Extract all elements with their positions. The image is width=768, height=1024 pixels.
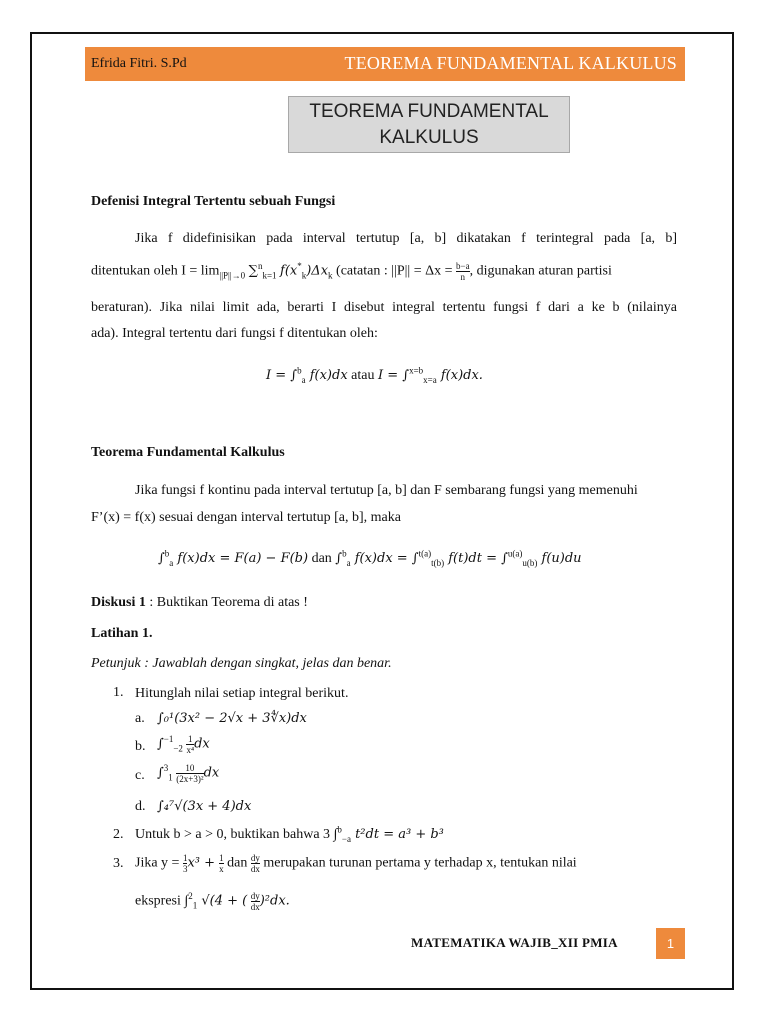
b-rest: dx [194,736,210,752]
item-c-expr [157,763,219,784]
tf-sub2: a [346,557,351,568]
formula-b-sup: x=b [409,365,424,376]
item-3-a: Jika y = [135,855,183,871]
fraction-den: n [460,272,466,282]
section-heading-theorem: Teorema Fundamental Kalkulus [91,445,285,460]
tf-int2: ∫ [335,551,343,566]
sum-sub: k=1 [262,270,277,281]
item-3-frac3-den: dx [250,864,260,874]
item-3-frac2-num: 1 [219,853,224,863]
formula-b: I = ∫ [377,368,410,383]
delta-term: )Δx [306,263,329,279]
c-frac-num: 10 [176,763,203,774]
item-2-text [135,826,444,844]
item-1-number: 1. [113,685,124,700]
b-fraction [186,734,194,755]
formula-a-rest: f(x)dx [305,368,348,383]
item-3-line-1 [135,853,577,874]
page-header [85,47,685,81]
item-3-l2-frac-den: dx [250,902,260,912]
item-3-frac-3 [251,853,260,874]
tf-dan: dan [308,551,336,566]
b-sub: −2 [173,743,183,754]
formula-atau: atau [347,368,378,383]
item-3-line-2 [135,891,290,912]
item-b-label: b. [135,739,146,754]
item-3-l2-frac [251,891,260,912]
tf-sub1: a [169,557,174,568]
fx-sup: * [297,261,302,272]
definition-line-2 [91,261,681,282]
fraction-num: b−a [456,261,470,271]
sum-sup: n [257,261,263,272]
tf-sup4: u(a) [507,548,523,559]
item-c-label: c. [135,768,145,783]
tf-sub4: u(b) [522,557,538,568]
formula-a-sup: b [297,365,302,376]
item-b-expr [157,734,210,755]
item-2-sub: −a [341,833,351,844]
diskusi-line [91,594,308,612]
latihan-instruction: Petunjuk : Jawablah dengan singkat, jelas dan benar. [91,656,392,671]
catatan-text: (catatan : ||P|| = Δx = [336,263,457,279]
tf-sup3: t(a) [418,548,432,559]
item-3-frac1-den: 3 [182,864,188,874]
b-frac-num: 1 [188,734,193,744]
formula-b-rest: f(x)dx. [436,368,483,383]
section-heading-definition: Defenisi Integral Tertentu sebuah Fungsi [91,194,336,209]
item-3-l2-sup: 2 [188,891,193,902]
partition-fraction [456,261,470,282]
c-rest: dx [203,765,220,781]
item-1-text: Hitunglah nilai setiap integral berikut. [135,686,349,701]
tf-sup1: b [164,548,170,559]
page-number: 1 [656,928,685,959]
definition-line-1: Jika f didefinisikan pada interval tertutup [a, b] dikatakan f terintegral pada [a, b] [135,231,677,246]
tf-int1: ∫ [158,551,165,566]
item-3-l2-a: ekspresi ∫ [135,893,189,909]
item-2-main: Untuk b > a > 0, buktikan bahwa 3 ∫ [135,827,338,842]
lim-text: ditentukan oleh I = lim [91,263,220,279]
formula-a: I = ∫ [266,368,298,383]
item-3-number: 3. [113,856,124,871]
item-a-expr: ∫₀¹(3x² − 2√x + 3∜x)dx [157,711,307,726]
diskusi-text: : Buktikan Teorema di atas ! [145,595,308,610]
sum-symbol: ∑ [248,263,258,279]
b-sup: −1 [163,734,174,745]
theorem-formula [158,550,582,568]
c-sub: 1 [168,772,173,783]
tf-sub3: t(b) [431,557,445,568]
tf-rest1: f(x)dx = F(a) − F(b) [173,551,309,566]
latihan-heading: Latihan 1. [91,626,153,641]
footer-text: MATEMATIKA WAJIB_XII PMIA [411,935,618,950]
title-line-1: TEOREMA FUNDAMENTAL [309,101,549,122]
c-int: ∫ [157,765,164,781]
fx-sub: k [301,270,307,281]
b-int: ∫ [157,736,164,752]
header-author: Efrida Fitri. S.Pd [91,56,187,71]
item-2-sup: b [337,824,342,835]
theorem-line-2: F’(x) = f(x) sesuai dengan interval tertutup [a, b], maka [91,510,401,525]
formula-b-sub: x=a [423,374,437,385]
item-d-label: d. [135,799,146,814]
item-3-l2-c: )²dx. [259,893,290,909]
item-a-label: a. [135,711,145,726]
fx-term: f(x [280,263,298,279]
definition-line-4: ada). Integral tertentu dari fungsi f ditentukan oleh: [91,326,378,341]
item-2-number: 2. [113,827,124,842]
c-frac-den: (2x+3)² [176,774,204,784]
item-3-l2-sub: 1 [192,900,198,911]
item-3-l2-b: √(4 + ( [197,893,248,909]
document-title-box [288,96,570,153]
definite-integral-formula [266,367,483,385]
item-3-d: merupakan turunan pertama y terhadap x, tentukan nilai [259,855,577,871]
diskusi-label: Diskusi 1 [91,595,146,610]
header-title: TEOREMA FUNDAMENTAL KALKULUS [344,53,677,73]
item-3-frac2-den: x [219,864,224,874]
tf-rest4: f(u)du [537,551,582,566]
item-2-rest: t²dt = a³ + b³ [350,827,444,842]
formula-a-sub: a [301,374,306,385]
partisi-text: , digunakan aturan partisi [469,263,612,279]
item-3-c: dan [223,855,251,871]
item-3-frac3-num: dy [250,853,260,863]
b-frac-den: x⁴ [186,745,195,755]
item-3-b: x³ + [187,855,220,871]
tf-rest3: f(t)dt = ∫ [444,551,508,566]
c-fraction [176,763,203,784]
c-sup: 3 [163,763,169,774]
title-line-2: KALKULUS [379,127,479,148]
item-3-l2-frac-num: dy [250,891,260,901]
item-d-expr: ∫₄⁷√(3x + 4)dx [157,799,252,814]
delta-sub: k [328,270,333,281]
item-3-frac1-num: 1 [182,853,188,863]
tf-sup2: b [342,548,347,559]
lim-sub: ||P||→0 [219,270,246,281]
theorem-line-1: Jika fungsi f kontinu pada interval tertutup [a, b] dan F sembarang fungsi yang memenuhi [135,483,638,498]
definition-line-3: beraturan). Jika nilai limit ada, berarti I disebut integral tertentu fungsi f dari a ke b (nilainya [91,300,677,315]
tf-rest2: f(x)dx = ∫ [350,551,419,566]
